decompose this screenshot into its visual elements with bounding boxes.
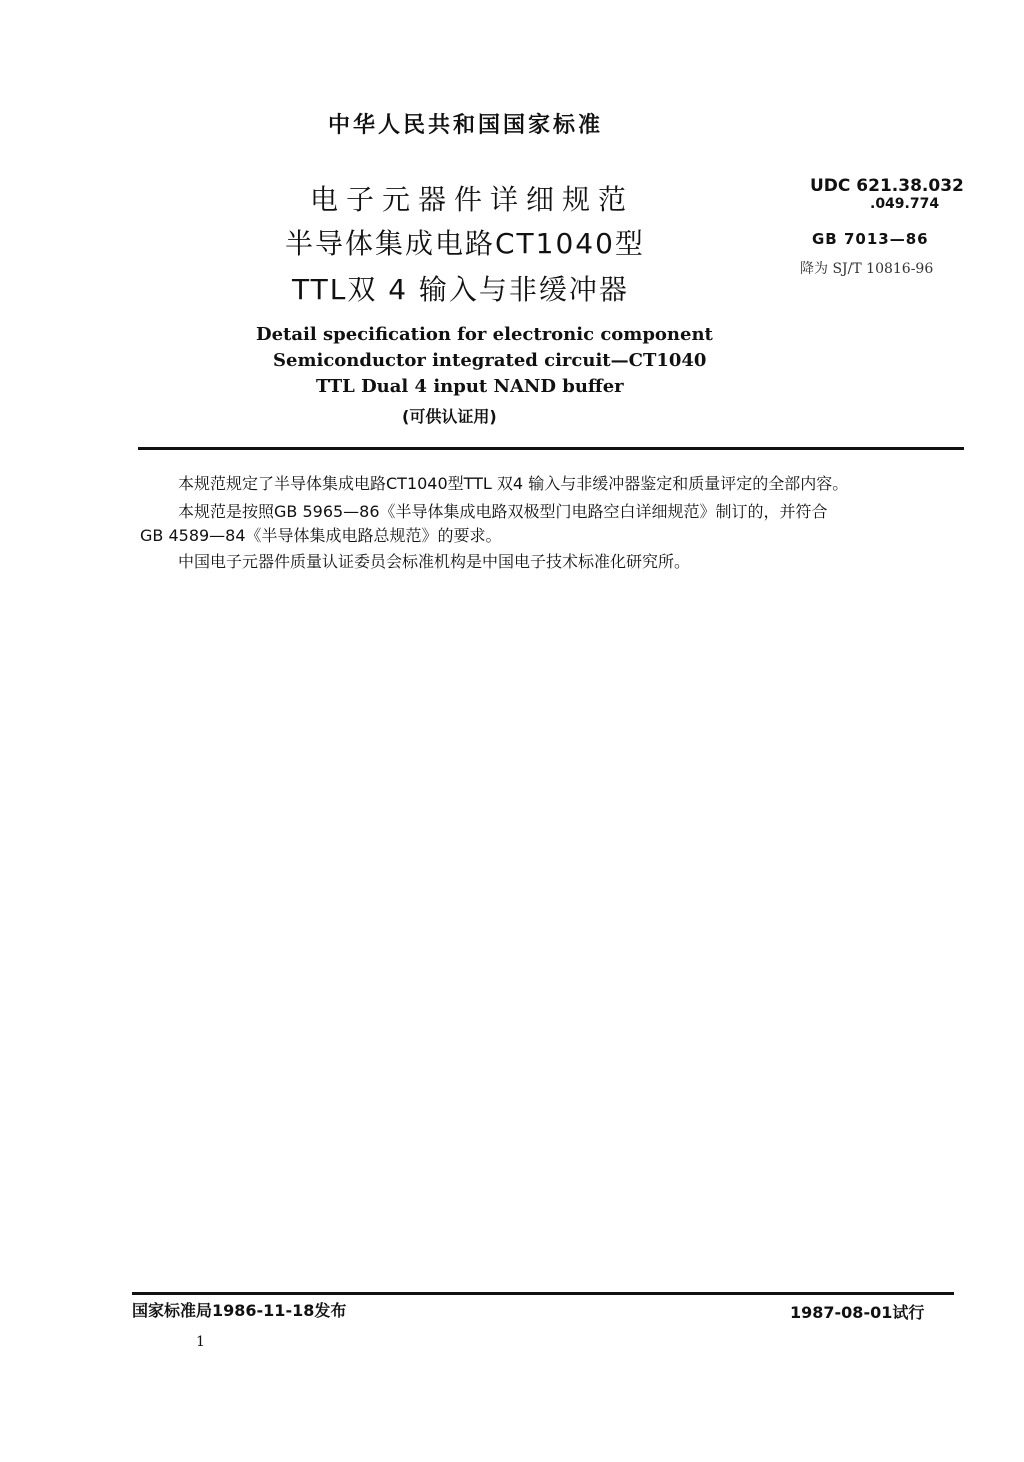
body-paragraph-1: 本规范规定了半导体集成电路CT1040型TTL 双4 输入与非缓冲器鉴定和质量评定的全部内容。 — [178, 474, 849, 493]
udc-code-line2: .049.774 — [870, 196, 940, 212]
title-cn-line2: 半导体集成电路CT1040型 — [285, 227, 645, 260]
title-en-line2: Semiconductor integrated circuit—CT1040 — [273, 350, 707, 371]
body-paragraph-3: 中国电子元器件质量认证委员会标准机构是中国电子技术标准化研究所。 — [178, 552, 691, 571]
title-en-line1: Detail specification for electronic component — [256, 324, 713, 345]
replaced-by-note: 降为 SJ/T 10816-96 — [800, 261, 934, 277]
issued-date: 国家标准局1986-11-18发布 — [132, 1301, 347, 1320]
title-cn-line3: TTL双 4 输入与非缓冲器 — [292, 273, 629, 306]
udc-code-line1: UDC 621.38.032 — [810, 176, 964, 196]
header-divider — [138, 447, 964, 450]
usage-note: (可供认证用) — [402, 407, 497, 426]
body-paragraph-2-line1: 本规范是按照GB 5965—86《半导体集成电路双极型门电路空白详细规范》制订的，并符合 — [178, 502, 828, 521]
gb-standard-number: GB 7013—86 — [812, 230, 929, 248]
title-cn-line1: 电子元器件详细规范 — [310, 183, 635, 216]
page-number: 1 — [196, 1334, 205, 1350]
title-en-line3: TTL Dual 4 input NAND buffer — [316, 376, 624, 397]
body-paragraph-2-line2: GB 4589—84《半导体集成电路总规范》的要求。 — [140, 526, 502, 545]
national-standard-heading: 中华人民共和国国家标准 — [328, 113, 604, 138]
footer-divider — [132, 1292, 954, 1295]
effective-date: 1987-08-01试行 — [790, 1303, 925, 1322]
